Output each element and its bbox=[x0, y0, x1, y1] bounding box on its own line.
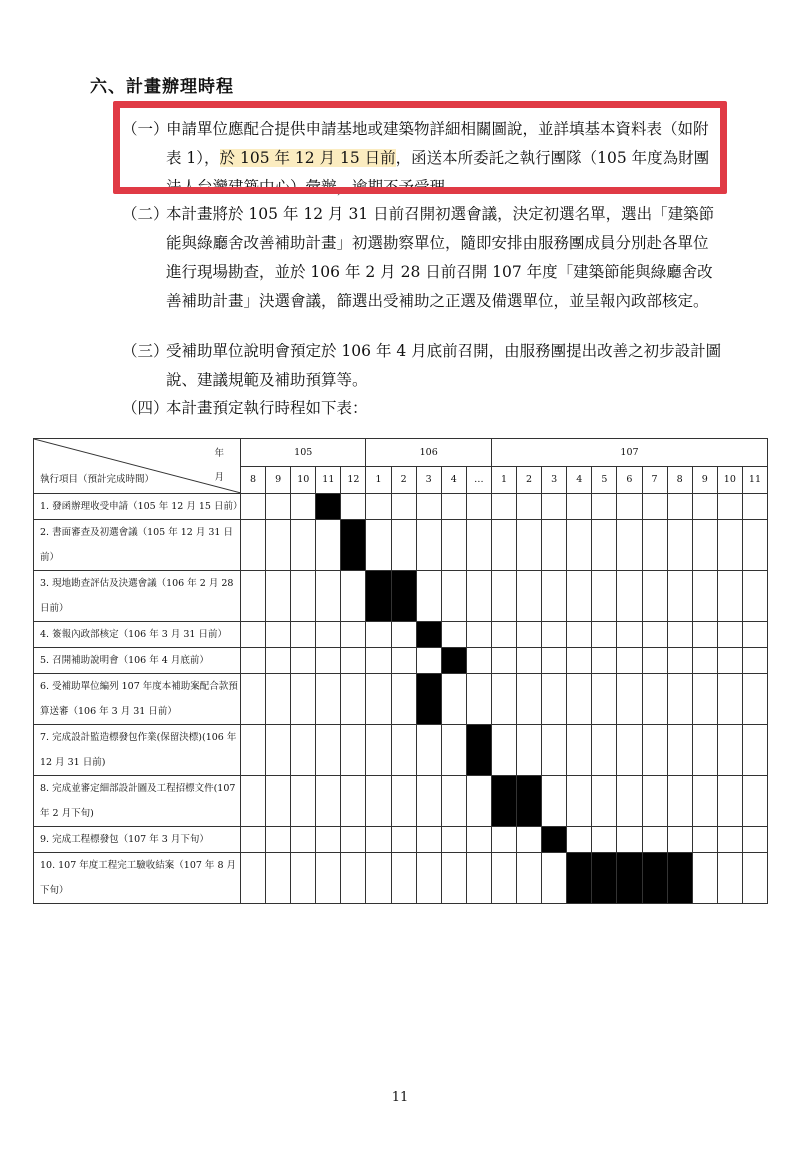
schedule-cell bbox=[316, 776, 341, 827]
schedule-cell bbox=[316, 725, 341, 776]
schedule-cell bbox=[567, 827, 592, 853]
schedule-cell bbox=[341, 853, 366, 904]
item-number: （二） bbox=[122, 205, 169, 223]
task-row bbox=[34, 622, 768, 648]
schedule-cell bbox=[416, 725, 441, 776]
schedule-cell bbox=[341, 827, 366, 853]
schedule-cell bbox=[316, 674, 341, 725]
month-header: 1 bbox=[366, 466, 391, 494]
schedule-cell bbox=[517, 494, 542, 520]
schedule-cell bbox=[517, 648, 542, 674]
schedule-cell bbox=[241, 648, 266, 674]
schedule-cell bbox=[441, 622, 466, 648]
task-row bbox=[34, 853, 768, 904]
schedule-cell bbox=[617, 827, 642, 853]
schedule-cell bbox=[717, 622, 742, 648]
schedule-cell bbox=[491, 494, 516, 520]
task-label: 5. 召開補助說明會（106 年 4 月底前） bbox=[34, 648, 241, 674]
schedule-cell bbox=[542, 648, 567, 674]
schedule-cell bbox=[416, 648, 441, 674]
month-header: 11 bbox=[742, 466, 767, 494]
month-header: 2 bbox=[517, 466, 542, 494]
schedule-cell bbox=[266, 853, 291, 904]
schedule-cell bbox=[441, 674, 466, 725]
month-header: 7 bbox=[642, 466, 667, 494]
schedule-cell bbox=[692, 853, 717, 904]
schedule-cell bbox=[391, 674, 416, 725]
schedule-cell bbox=[517, 853, 542, 904]
task-row bbox=[34, 776, 768, 827]
schedule-cell bbox=[241, 571, 266, 622]
schedule-cell bbox=[692, 494, 717, 520]
schedule-cell bbox=[316, 853, 341, 904]
schedule-cell bbox=[617, 674, 642, 725]
schedule-bar-cell bbox=[592, 853, 617, 904]
schedule-cell bbox=[466, 571, 491, 622]
schedule-cell bbox=[692, 520, 717, 571]
task-label: 8. 完成並審定細部設計圖及工程招標文件(107 年 2 月下旬) bbox=[34, 776, 241, 827]
schedule-cell bbox=[742, 648, 767, 674]
schedule-cell bbox=[491, 853, 516, 904]
schedule-cell bbox=[542, 853, 567, 904]
schedule-cell bbox=[441, 494, 466, 520]
schedule-cell bbox=[642, 725, 667, 776]
schedule-cell bbox=[316, 520, 341, 571]
schedule-cell bbox=[366, 520, 391, 571]
schedule-cell bbox=[241, 853, 266, 904]
month-header: 5 bbox=[592, 466, 617, 494]
task-row bbox=[34, 725, 768, 776]
schedule-cell bbox=[391, 827, 416, 853]
schedule-cell bbox=[441, 776, 466, 827]
schedule-cell bbox=[491, 648, 516, 674]
schedule-cell bbox=[366, 827, 391, 853]
schedule-cell bbox=[567, 648, 592, 674]
schedule-cell bbox=[266, 648, 291, 674]
schedule-cell bbox=[291, 571, 316, 622]
schedule-cell bbox=[542, 674, 567, 725]
schedule-bar-cell bbox=[341, 520, 366, 571]
schedule-cell bbox=[266, 494, 291, 520]
month-header: 10 bbox=[291, 466, 316, 494]
schedule-cell bbox=[291, 674, 316, 725]
schedule-cell bbox=[642, 571, 667, 622]
schedule-cell bbox=[642, 674, 667, 725]
schedule-cell bbox=[241, 494, 266, 520]
schedule-cell bbox=[667, 827, 692, 853]
schedule-bar-cell bbox=[642, 853, 667, 904]
schedule-cell bbox=[692, 776, 717, 827]
schedule-cell bbox=[391, 725, 416, 776]
text-segment: ，函送本所委託之執行團隊（105 年度為財團法人台灣建築中心）彙辦，逾期不予受理。 bbox=[166, 149, 710, 196]
schedule-cell bbox=[617, 725, 642, 776]
schedule-cell bbox=[642, 622, 667, 648]
task-label: 3. 現地勘查評估及決選會議（106 年 2 月 28 日前） bbox=[34, 571, 241, 622]
schedule-cell bbox=[366, 622, 391, 648]
schedule-cell bbox=[642, 827, 667, 853]
schedule-cell bbox=[717, 776, 742, 827]
item-number: （一） bbox=[122, 120, 169, 138]
schedule-cell bbox=[717, 827, 742, 853]
month-header: 1 bbox=[491, 466, 516, 494]
paragraph-4 bbox=[122, 394, 722, 423]
paragraph-body: 受補助單位說明會預定於 106 年 4 月底前召開，由服務團提出改善之初步設計圖說、建議規範及補助預算等。 bbox=[166, 342, 722, 389]
schedule-bar-cell bbox=[617, 853, 642, 904]
schedule-cell bbox=[517, 674, 542, 725]
month-header: 11 bbox=[316, 466, 341, 494]
schedule-cell bbox=[341, 776, 366, 827]
schedule-cell bbox=[491, 622, 516, 648]
schedule-cell bbox=[391, 622, 416, 648]
schedule-cell bbox=[717, 520, 742, 571]
schedule-cell bbox=[416, 776, 441, 827]
task-row bbox=[34, 827, 768, 853]
schedule-cell bbox=[466, 853, 491, 904]
task-label: 9. 完成工程標發包（107 年 3 月下旬） bbox=[34, 827, 241, 853]
schedule-cell bbox=[391, 648, 416, 674]
schedule-cell bbox=[291, 725, 316, 776]
schedule-cell bbox=[366, 674, 391, 725]
task-label: 2. 書面審查及初選會議（105 年 12 月 31 日前） bbox=[34, 520, 241, 571]
schedule-cell bbox=[316, 571, 341, 622]
schedule-cell bbox=[567, 725, 592, 776]
schedule-cell bbox=[667, 648, 692, 674]
schedule-cell bbox=[567, 622, 592, 648]
month-header: 8 bbox=[667, 466, 692, 494]
schedule-cell bbox=[742, 674, 767, 725]
section-title: 六、計畫辦理時程 bbox=[90, 77, 234, 97]
item-number: （四） bbox=[122, 399, 169, 417]
schedule-cell bbox=[742, 622, 767, 648]
schedule-cell bbox=[717, 853, 742, 904]
schedule-cell bbox=[291, 494, 316, 520]
task-label: 6. 受補助單位編列 107 年度本補助案配合款預算送審（106 年 3 月 31 日前） bbox=[34, 674, 241, 725]
schedule-cell bbox=[241, 674, 266, 725]
task-row bbox=[34, 494, 768, 520]
paragraph-2 bbox=[122, 200, 722, 316]
highlighted-date: 於 105 年 12 月 15 日前 bbox=[219, 149, 396, 167]
schedule-cell bbox=[617, 776, 642, 827]
schedule-cell bbox=[742, 853, 767, 904]
schedule-bar-cell bbox=[567, 853, 592, 904]
schedule-cell bbox=[366, 853, 391, 904]
schedule-cell bbox=[416, 520, 441, 571]
month-header: 3 bbox=[542, 466, 567, 494]
schedule-cell bbox=[617, 520, 642, 571]
header-task-label: 執行項目（預計完成時間） bbox=[40, 474, 155, 485]
task-label: 1. 發函辦理收受申請（105 年 12 月 15 日前） bbox=[34, 494, 241, 520]
month-header: 2 bbox=[391, 466, 416, 494]
schedule-cell bbox=[266, 571, 291, 622]
schedule-cell bbox=[416, 571, 441, 622]
schedule-bar-cell bbox=[316, 494, 341, 520]
schedule-cell bbox=[542, 494, 567, 520]
schedule-cell bbox=[592, 520, 617, 571]
schedule-bar-cell bbox=[441, 648, 466, 674]
schedule-cell bbox=[617, 571, 642, 622]
schedule-cell bbox=[241, 622, 266, 648]
schedule-cell bbox=[341, 674, 366, 725]
schedule-cell bbox=[517, 725, 542, 776]
schedule-cell bbox=[366, 494, 391, 520]
schedule-cell bbox=[466, 494, 491, 520]
schedule-bar-cell bbox=[667, 853, 692, 904]
header-month-label: 月 bbox=[214, 472, 224, 483]
task-label: 4. 簽報內政部核定（106 年 3 月 31 日前） bbox=[34, 622, 241, 648]
schedule-cell bbox=[416, 853, 441, 904]
task-label: 7. 完成設計監造標發包作業(保留決標)(106 年 12 月 31 日前) bbox=[34, 725, 241, 776]
schedule-cell bbox=[692, 827, 717, 853]
schedule-cell bbox=[366, 648, 391, 674]
schedule-cell bbox=[366, 725, 391, 776]
month-header: 9 bbox=[266, 466, 291, 494]
schedule-cell bbox=[717, 648, 742, 674]
header-corner bbox=[34, 439, 241, 494]
schedule-bar-cell bbox=[517, 776, 542, 827]
schedule-cell bbox=[466, 776, 491, 827]
schedule-cell bbox=[642, 494, 667, 520]
schedule-cell bbox=[266, 725, 291, 776]
schedule-cell bbox=[567, 571, 592, 622]
schedule-bar-cell bbox=[366, 571, 391, 622]
schedule-cell bbox=[542, 571, 567, 622]
schedule-cell bbox=[416, 494, 441, 520]
year-header: 107 bbox=[491, 439, 767, 467]
task-row bbox=[34, 520, 768, 571]
schedule-cell bbox=[291, 853, 316, 904]
schedule-cell bbox=[266, 520, 291, 571]
schedule-cell bbox=[266, 776, 291, 827]
schedule-cell bbox=[291, 622, 316, 648]
schedule-cell bbox=[491, 571, 516, 622]
task-row bbox=[34, 674, 768, 725]
schedule-cell bbox=[617, 494, 642, 520]
schedule-cell bbox=[592, 622, 617, 648]
schedule-cell bbox=[341, 725, 366, 776]
schedule-cell bbox=[742, 776, 767, 827]
schedule-cell bbox=[667, 725, 692, 776]
header-year-row bbox=[34, 439, 768, 467]
paragraph-3 bbox=[122, 337, 722, 395]
schedule-cell bbox=[241, 725, 266, 776]
schedule-cell bbox=[542, 520, 567, 571]
schedule-cell bbox=[466, 622, 491, 648]
schedule-bar-cell bbox=[416, 622, 441, 648]
schedule-cell bbox=[592, 725, 617, 776]
schedule-cell bbox=[592, 776, 617, 827]
schedule-cell bbox=[517, 571, 542, 622]
schedule-cell bbox=[241, 520, 266, 571]
schedule-cell bbox=[491, 827, 516, 853]
schedule-cell bbox=[466, 827, 491, 853]
schedule-cell bbox=[667, 571, 692, 622]
schedule-cell bbox=[517, 520, 542, 571]
schedule-cell bbox=[542, 725, 567, 776]
schedule-cell bbox=[642, 776, 667, 827]
schedule-cell bbox=[592, 571, 617, 622]
schedule-cell bbox=[592, 674, 617, 725]
schedule-cell bbox=[742, 520, 767, 571]
month-header: … bbox=[466, 466, 491, 494]
schedule-cell bbox=[592, 648, 617, 674]
schedule-cell bbox=[341, 571, 366, 622]
schedule-cell bbox=[291, 776, 316, 827]
schedule-cell bbox=[491, 725, 516, 776]
schedule-cell bbox=[592, 494, 617, 520]
schedule-cell bbox=[542, 776, 567, 827]
schedule-cell bbox=[316, 827, 341, 853]
schedule-cell bbox=[742, 827, 767, 853]
schedule-cell bbox=[717, 674, 742, 725]
schedule-cell bbox=[642, 520, 667, 571]
schedule-cell bbox=[441, 571, 466, 622]
month-header: 6 bbox=[617, 466, 642, 494]
item-number: （三） bbox=[122, 342, 169, 360]
task-row bbox=[34, 571, 768, 622]
schedule-cell bbox=[466, 648, 491, 674]
schedule-cell bbox=[491, 674, 516, 725]
schedule-bar-cell bbox=[491, 776, 516, 827]
schedule-cell bbox=[517, 827, 542, 853]
schedule-cell bbox=[266, 674, 291, 725]
schedule-cell bbox=[567, 494, 592, 520]
schedule-cell bbox=[567, 520, 592, 571]
schedule-cell bbox=[517, 622, 542, 648]
schedule-bar-cell bbox=[542, 827, 567, 853]
schedule-cell bbox=[617, 622, 642, 648]
schedule-cell bbox=[667, 622, 692, 648]
schedule-cell bbox=[391, 494, 416, 520]
schedule-cell bbox=[291, 827, 316, 853]
schedule-cell bbox=[266, 827, 291, 853]
schedule-cell bbox=[567, 674, 592, 725]
month-header: 8 bbox=[241, 466, 266, 494]
schedule-cell bbox=[316, 622, 341, 648]
paragraph-body: 本計畫將於 105 年 12 月 31 日前召開初選會議，決定初選名單，選出「建築節能與綠廳舍改善補助計畫」初選勘察單位，隨即安排由服務團成員分別赴各單位進行現場勘查，並於 106 年 2 月 28 日前召開 107 年度「建築節能與綠廳舍改善補助計畫」決選會議，篩選出受補助之正選及備選單位，並呈報內政部核定。 bbox=[166, 205, 715, 310]
paragraph-body: 本計畫預定執行時程如下表： bbox=[166, 399, 368, 417]
month-header: 12 bbox=[341, 466, 366, 494]
schedule-cell bbox=[316, 648, 341, 674]
schedule-bar-cell bbox=[391, 571, 416, 622]
red-highlight-box bbox=[113, 101, 727, 194]
schedule-cell bbox=[341, 622, 366, 648]
year-header: 105 bbox=[241, 439, 366, 467]
schedule-cell bbox=[642, 648, 667, 674]
schedule-cell bbox=[291, 520, 316, 571]
schedule-cell bbox=[692, 725, 717, 776]
schedule-table bbox=[33, 438, 768, 904]
schedule-cell bbox=[341, 494, 366, 520]
schedule-cell bbox=[567, 776, 592, 827]
schedule-cell bbox=[391, 520, 416, 571]
schedule-cell bbox=[441, 827, 466, 853]
schedule-cell bbox=[667, 674, 692, 725]
schedule-cell bbox=[667, 494, 692, 520]
schedule-cell bbox=[717, 494, 742, 520]
schedule-cell bbox=[441, 520, 466, 571]
schedule-cell bbox=[241, 827, 266, 853]
schedule-cell bbox=[291, 648, 316, 674]
schedule-cell bbox=[241, 776, 266, 827]
schedule-cell bbox=[617, 648, 642, 674]
schedule-cell bbox=[717, 571, 742, 622]
schedule-cell bbox=[466, 520, 491, 571]
month-header: 4 bbox=[567, 466, 592, 494]
schedule-cell bbox=[266, 622, 291, 648]
schedule-cell bbox=[391, 853, 416, 904]
month-header: 3 bbox=[416, 466, 441, 494]
schedule-cell bbox=[416, 827, 441, 853]
task-row bbox=[34, 648, 768, 674]
schedule-cell bbox=[742, 571, 767, 622]
schedule-cell bbox=[391, 776, 416, 827]
schedule-cell bbox=[692, 674, 717, 725]
schedule-cell bbox=[366, 776, 391, 827]
schedule-cell bbox=[466, 674, 491, 725]
page-number: 11 bbox=[391, 1090, 409, 1105]
schedule-cell bbox=[742, 494, 767, 520]
schedule-cell bbox=[341, 648, 366, 674]
schedule-cell bbox=[692, 648, 717, 674]
schedule-cell bbox=[742, 725, 767, 776]
schedule-cell bbox=[717, 725, 742, 776]
header-year-label: 年 bbox=[214, 448, 224, 459]
month-header: 9 bbox=[692, 466, 717, 494]
schedule-bar-cell bbox=[466, 725, 491, 776]
text-segment: 申請單位應配合提供申請基地或建築物詳細相關圖說，並詳填基本資料表（如附表 1）， bbox=[166, 120, 709, 167]
month-header: 10 bbox=[717, 466, 742, 494]
schedule-cell bbox=[667, 520, 692, 571]
schedule-cell bbox=[491, 520, 516, 571]
schedule-cell bbox=[692, 571, 717, 622]
schedule-cell bbox=[441, 853, 466, 904]
schedule-bar-cell bbox=[416, 674, 441, 725]
month-header: 4 bbox=[441, 466, 466, 494]
schedule-cell bbox=[542, 622, 567, 648]
schedule-cell bbox=[692, 622, 717, 648]
year-header: 106 bbox=[366, 439, 491, 467]
schedule-cell bbox=[592, 827, 617, 853]
task-label: 10. 107 年度工程完工驗收結案（107 年 8 月下旬） bbox=[34, 853, 241, 904]
schedule-cell bbox=[667, 776, 692, 827]
schedule-cell bbox=[441, 725, 466, 776]
